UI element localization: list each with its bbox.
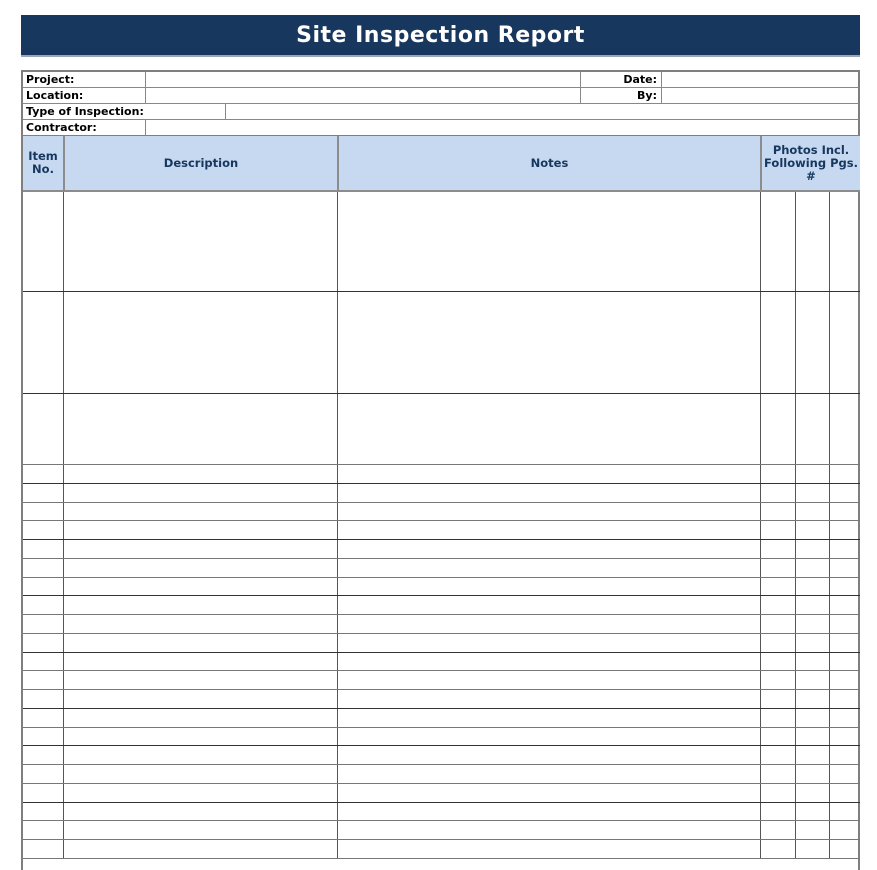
table-row-divider (23, 291, 860, 292)
table-row-divider (23, 858, 860, 859)
table-row-divider (23, 614, 860, 615)
table-row-divider (23, 520, 860, 521)
notes-header: Notes (339, 136, 760, 190)
item-no-header: Item No. (23, 136, 63, 190)
location-label: Location: (26, 89, 84, 102)
table-row-divider (23, 745, 860, 746)
project-label: Project: (26, 73, 75, 86)
table-row-divider (23, 802, 860, 803)
table-row-divider (23, 727, 860, 728)
inspection-form (21, 70, 860, 870)
date-field[interactable] (662, 72, 858, 87)
table-row-divider (23, 633, 860, 634)
report-title: Site Inspection Report (21, 15, 860, 57)
table-row-divider (23, 577, 860, 578)
contractor-field[interactable] (146, 120, 858, 135)
by-label: By: (637, 89, 657, 102)
table-row-divider (23, 783, 860, 784)
table-row-divider (23, 652, 860, 653)
project-field[interactable] (146, 72, 580, 87)
table-row-divider (23, 464, 860, 465)
project-row (23, 72, 858, 88)
type-row (23, 104, 858, 120)
table-row-divider (23, 539, 860, 540)
contractor-row (23, 120, 858, 137)
table-row-divider (23, 839, 860, 840)
table-row-divider (23, 670, 860, 671)
table-row-divider (23, 393, 860, 394)
by-field[interactable] (662, 88, 858, 103)
table-row-divider (23, 764, 860, 765)
table-row-divider (23, 708, 860, 709)
location-row (23, 88, 858, 104)
table-row-divider (23, 820, 860, 821)
table-row-divider (23, 689, 860, 690)
type-label: Type of Inspection: (26, 105, 144, 118)
contractor-label: Contractor: (26, 121, 97, 134)
type-field[interactable] (226, 104, 858, 119)
table-row-divider (23, 595, 860, 596)
table-row-divider (23, 483, 860, 484)
photos-header: Photos Incl. Following Pgs. # (762, 136, 860, 190)
description-header: Description (65, 136, 337, 190)
date-label: Date: (623, 73, 657, 86)
location-field[interactable] (146, 88, 580, 103)
table-row-divider (23, 558, 860, 559)
table-row-divider (23, 502, 860, 503)
